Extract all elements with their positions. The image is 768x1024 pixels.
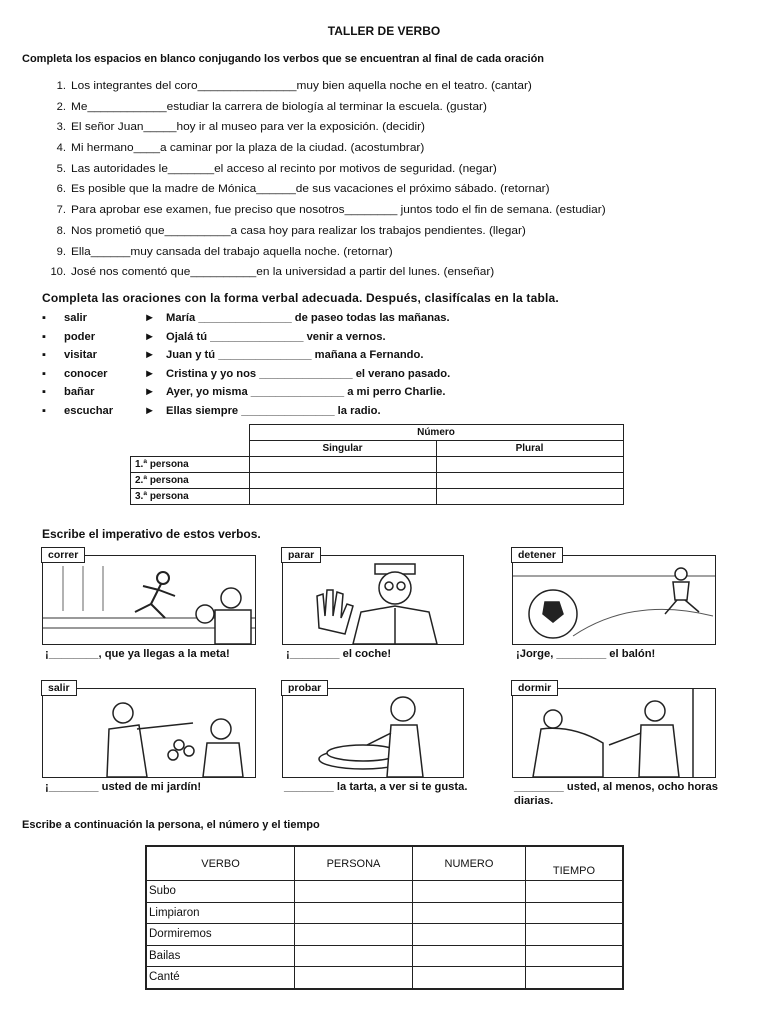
item-text: Las autoridades le_______el acceso al recinto por motivos de seguridad. (negar)	[71, 162, 497, 175]
runner-illustration	[43, 556, 255, 644]
answer-cell[interactable]	[413, 924, 526, 946]
col-header-numero: NUMERO	[413, 846, 526, 881]
arrow-icon: ►	[144, 404, 156, 417]
table-header-row	[146, 846, 623, 881]
row-header: 3.ª persona	[131, 489, 250, 505]
arrow-icon: ►	[144, 312, 156, 324]
arrow-icon: ►	[144, 386, 156, 398]
table-row	[146, 924, 623, 946]
list-item	[22, 221, 575, 242]
answer-cell[interactable]	[436, 457, 623, 473]
picture-card-dormir	[512, 682, 716, 778]
answer-cell[interactable]	[413, 945, 526, 967]
answer-cell[interactable]	[295, 881, 413, 903]
verb-sentence: Ayer, yo misma _______________ a mi perro Charlie.	[166, 386, 446, 398]
item-number: 9.	[56, 245, 66, 258]
verb-cell: Limpiaron	[146, 902, 295, 924]
item-text: Me____________estudiar la carrera de biología al terminar la escuela. (gustar)	[71, 100, 487, 113]
list-item	[22, 76, 575, 97]
item-number: 2.	[56, 100, 66, 113]
answer-cell[interactable]	[249, 473, 436, 489]
item-number: 6.	[56, 183, 66, 196]
bullet-icon: ▪	[42, 367, 46, 380]
picture-tag: probar	[281, 680, 328, 696]
arrow-icon: ►	[144, 367, 156, 380]
table-row	[131, 457, 624, 473]
verb-cell: Bailas	[146, 945, 295, 967]
answer-cell[interactable]	[295, 945, 413, 967]
answer-cell[interactable]	[295, 902, 413, 924]
soccer-illustration	[513, 556, 715, 644]
verb-label: conocer	[64, 367, 108, 380]
verb-row	[42, 365, 450, 384]
picture-tag: dormir	[511, 680, 558, 696]
bullet-icon: ▪	[42, 312, 46, 324]
col-header-singular: Singular	[249, 441, 436, 457]
answer-cell[interactable]	[413, 967, 526, 989]
verb-cell: Canté	[146, 967, 295, 989]
answer-cell[interactable]	[436, 473, 623, 489]
item-number: 1.	[56, 80, 66, 92]
bullet-icon: ▪	[42, 386, 46, 398]
col-header-tiempo: TIEMPO	[526, 846, 624, 881]
answer-cell[interactable]	[526, 967, 624, 989]
picture-tag: correr	[41, 547, 85, 563]
table-row	[146, 945, 623, 967]
verb-label: poder	[64, 330, 96, 343]
answer-cell[interactable]	[413, 881, 526, 903]
exercise-1-list	[22, 76, 606, 283]
verb-label: bañar	[64, 386, 95, 398]
bullet-icon: ▪	[42, 330, 46, 343]
answer-cell[interactable]	[526, 902, 624, 924]
bullet-icon: ▪	[42, 349, 46, 361]
row-header: 2.ª persona	[131, 473, 250, 489]
table-corner	[131, 425, 250, 441]
item-text: El señor Juan_____hoy ir al museo para ver la exposición. (decidir)	[71, 121, 425, 134]
picture-card-salir	[42, 682, 256, 778]
cake-illustration	[283, 689, 463, 777]
item-number: 10.	[50, 266, 66, 279]
policeman-illustration	[283, 556, 463, 644]
picture-caption: ________ usted, al menos, ocho horas diarias.	[514, 781, 718, 807]
table-row	[146, 902, 623, 924]
table-header-numero: Número	[249, 425, 623, 441]
picture-card-probar	[282, 682, 464, 778]
picture-tag: salir	[41, 680, 77, 696]
picture-caption: ¡________ usted de mi jardín!	[45, 781, 202, 793]
verb-sentence: María _______________ de paseo todas las mañanas.	[166, 312, 450, 324]
verb-analysis-table	[145, 845, 624, 990]
garden-illustration	[43, 689, 255, 777]
verb-label: visitar	[64, 349, 97, 361]
verb-row	[42, 383, 450, 402]
answer-cell[interactable]	[295, 967, 413, 989]
col-header-persona: PERSONA	[295, 846, 413, 881]
col-header-verbo: VERBO	[146, 846, 295, 881]
verb-sentence: Juan y tú _______________ mañana a Fernando.	[166, 349, 424, 361]
list-item	[22, 200, 606, 221]
verb-row	[42, 402, 450, 421]
list-item	[22, 117, 575, 138]
row-header: 1.ª persona	[131, 457, 250, 473]
doctor-illustration	[513, 689, 715, 777]
item-number: 3.	[56, 121, 66, 134]
classification-table	[130, 424, 624, 505]
answer-cell[interactable]	[436, 489, 623, 505]
table-row	[146, 967, 623, 989]
picture-caption: ¡________ el coche!	[286, 648, 392, 660]
item-number: 4.	[56, 142, 66, 155]
picture-caption: ¡Jorge, ________ el balón!	[516, 648, 656, 660]
picture-caption: ________ la tarta, a ver si te gusta.	[284, 781, 468, 793]
item-text: Mi hermano____a caminar por la plaza de la ciudad. (acostumbrar)	[71, 142, 425, 155]
answer-cell[interactable]	[413, 902, 526, 924]
verb-cell: Dormiremos	[146, 924, 295, 946]
answer-cell[interactable]	[526, 945, 624, 967]
instruction-4: Escribe a continuación la persona, el número y el tiempo	[22, 819, 320, 831]
picture-card-correr	[42, 549, 256, 645]
table-row	[131, 489, 624, 505]
verb-sentence: Cristina y yo nos _______________ el verano pasado.	[166, 367, 451, 380]
item-text: Es posible que la madre de Mónica______de sus vacaciones el próximo sábado. (retornar)	[71, 183, 550, 196]
item-text: Los integrantes del coro_______________muy bien aquella noche en el teatro. (cantar)	[71, 80, 532, 92]
item-number: 8.	[56, 224, 66, 237]
instruction-3: Escribe el imperativo de estos verbos.	[42, 527, 261, 541]
item-text: José nos comentó que__________en la universidad a partir del lunes. (enseñar)	[71, 266, 495, 279]
table-row	[146, 881, 623, 903]
bullet-icon: ▪	[42, 404, 46, 417]
instruction-2: Completa las oraciones con la forma verbal adecuada. Después, clasifícalas en la tabla.	[42, 291, 559, 305]
verb-label: salir	[64, 312, 88, 324]
answer-cell[interactable]	[526, 924, 624, 946]
list-item	[22, 242, 575, 263]
list-item	[22, 159, 575, 180]
verb-sentence: Ojalá tú _______________ venir a vernos.	[166, 330, 386, 343]
list-item	[22, 97, 575, 118]
answer-cell[interactable]	[295, 924, 413, 946]
instruction-1: Completa los espacios en blanco conjugando los verbos que se encuentran al final de cada oración	[22, 53, 545, 65]
verb-sentence: Ellas siempre _______________ la radio.	[166, 404, 381, 417]
verb-exercise	[42, 309, 450, 420]
item-text: Para aprobar ese examen, fue preciso que nosotros________ juntos todo el fin de semana. (estudiar)	[71, 204, 606, 217]
verb-cell: Subo	[146, 881, 295, 903]
verb-row	[42, 346, 450, 365]
answer-cell[interactable]	[249, 457, 436, 473]
item-number: 5.	[56, 162, 66, 175]
item-number: 7.	[56, 204, 66, 217]
verb-row	[42, 309, 450, 328]
table-corner	[131, 441, 250, 457]
verb-label: escuchar	[64, 404, 114, 417]
list-item	[22, 138, 575, 159]
item-text: Ella______muy cansada del trabajo aquella noche. (retornar)	[71, 245, 393, 258]
arrow-icon: ►	[144, 330, 156, 343]
arrow-icon: ►	[144, 349, 156, 361]
picture-card-detener	[512, 549, 716, 645]
page-title: TALLER DE VERBO	[327, 24, 441, 38]
picture-caption: ¡________, que ya llegas a la meta!	[45, 648, 230, 660]
picture-card-parar	[282, 549, 464, 645]
list-item	[22, 262, 575, 283]
list-item	[22, 179, 575, 200]
picture-tag: parar	[281, 547, 321, 563]
picture-tag: detener	[511, 547, 563, 563]
answer-cell[interactable]	[249, 489, 436, 505]
item-text: Nos prometió que__________a casa hoy para realizar los trabajos pendientes. (llegar)	[71, 224, 526, 237]
col-header-plural: Plural	[436, 441, 623, 457]
answer-cell[interactable]	[526, 881, 624, 903]
verb-row	[42, 328, 450, 347]
table-row	[131, 473, 624, 489]
